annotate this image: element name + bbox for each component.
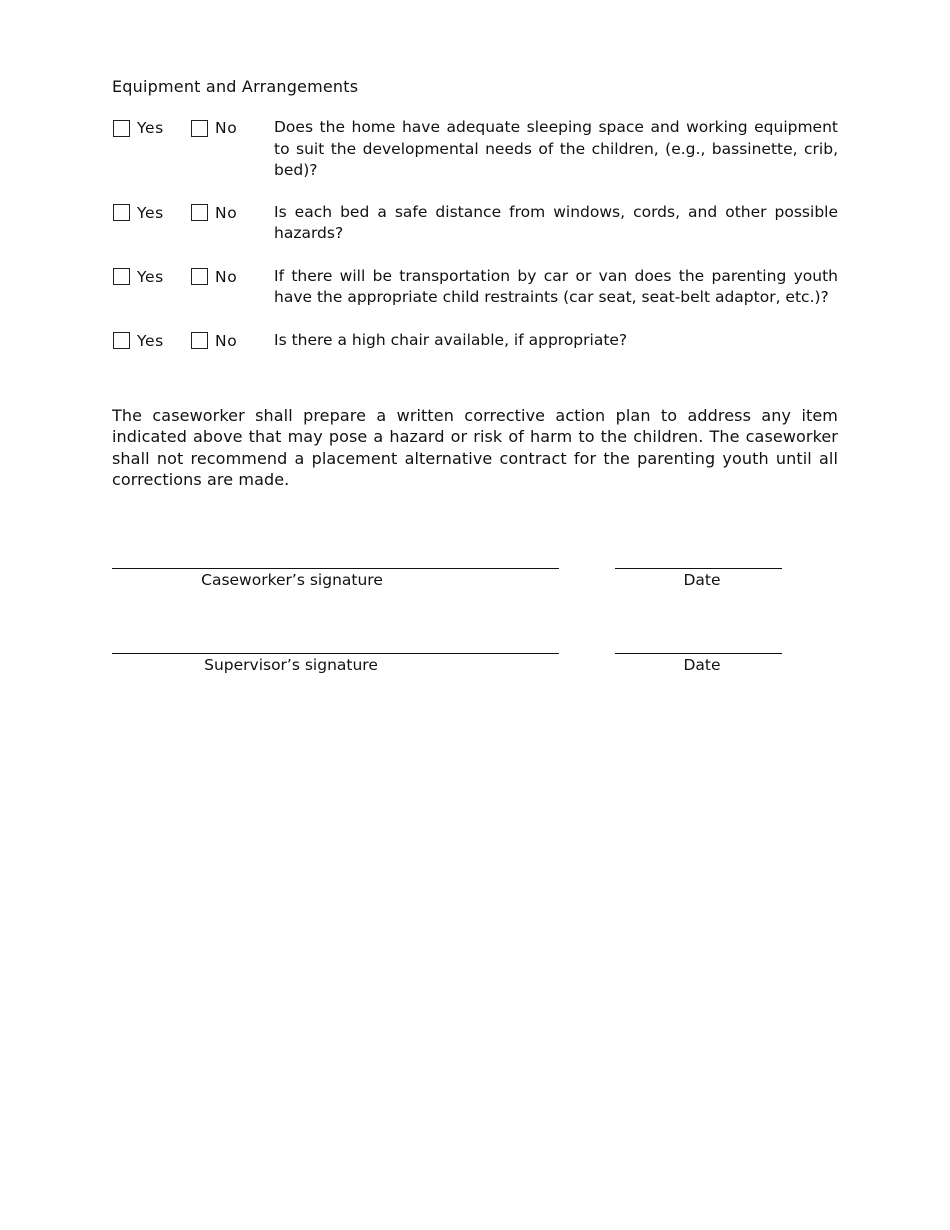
no-option-4[interactable] — [191, 331, 237, 351]
question-row-1 — [112, 117, 838, 182]
supervisor-signature-line[interactable] — [112, 653, 559, 654]
yes-label: Yes — [137, 119, 164, 137]
yes-checkbox-2[interactable] — [113, 204, 130, 221]
no-label: No — [215, 331, 238, 350]
yes-option-3[interactable] — [113, 267, 164, 287]
form-page — [112, 76, 838, 491]
no-checkbox-3[interactable] — [191, 268, 208, 285]
question-text-3: If there will be transportation by car or van does the parenting youth have the appropriate child restraints (car seat, seat-belt adaptor, etc.)? — [274, 266, 838, 306]
yes-option-1[interactable] — [113, 118, 164, 138]
yes-label: Yes — [137, 267, 164, 286]
supervisor-signature-label: Supervisor’s signature — [204, 656, 378, 674]
yes-checkbox-4[interactable] — [113, 332, 130, 349]
question-row-3 — [112, 266, 838, 310]
section-title: Equipment and Arrangements — [112, 77, 359, 96]
question-text-1: Does the home have adequate sleeping space and working equipment to suit the developmental needs of the children, (e.g., bassinette, crib, bed)? — [274, 118, 838, 179]
no-checkbox-1[interactable] — [191, 120, 208, 137]
no-option-1[interactable] — [191, 118, 237, 138]
caseworker-date-line[interactable] — [615, 568, 782, 569]
caseworker-signature-label: Caseworker’s signature — [201, 571, 383, 589]
question-text-4: Is there a high chair available, if appropriate? — [274, 330, 628, 349]
no-label: No — [215, 267, 238, 286]
no-label: No — [215, 119, 238, 137]
yes-option-2[interactable] — [113, 203, 164, 223]
question-text-2: Is each bed a safe distance from windows, cords, and other possible hazards? — [274, 202, 838, 242]
yes-option-4[interactable] — [113, 331, 164, 351]
question-row-2 — [112, 202, 838, 246]
no-checkbox-4[interactable] — [191, 332, 208, 349]
no-option-3[interactable] — [191, 267, 237, 287]
corrective-action-notice: The caseworker shall prepare a written corrective action plan to address any item indicated above that may pose a hazard or risk of harm to the children. The caseworker shall not recommend a placement alternative contract for the parenting youth until all corrections are made. — [112, 405, 838, 489]
caseworker-date-label: Date — [683, 571, 721, 589]
supervisor-date-line[interactable] — [615, 653, 782, 654]
yes-checkbox-3[interactable] — [113, 268, 130, 285]
question-row-4 — [112, 330, 838, 352]
no-label: No — [215, 203, 238, 222]
no-checkbox-2[interactable] — [191, 204, 208, 221]
yes-checkbox-1[interactable] — [113, 120, 130, 137]
yes-label: Yes — [137, 331, 164, 350]
caseworker-signature-line[interactable] — [112, 568, 559, 569]
supervisor-date-label: Date — [683, 656, 721, 674]
no-option-2[interactable] — [191, 203, 237, 223]
yes-label: Yes — [137, 203, 164, 222]
